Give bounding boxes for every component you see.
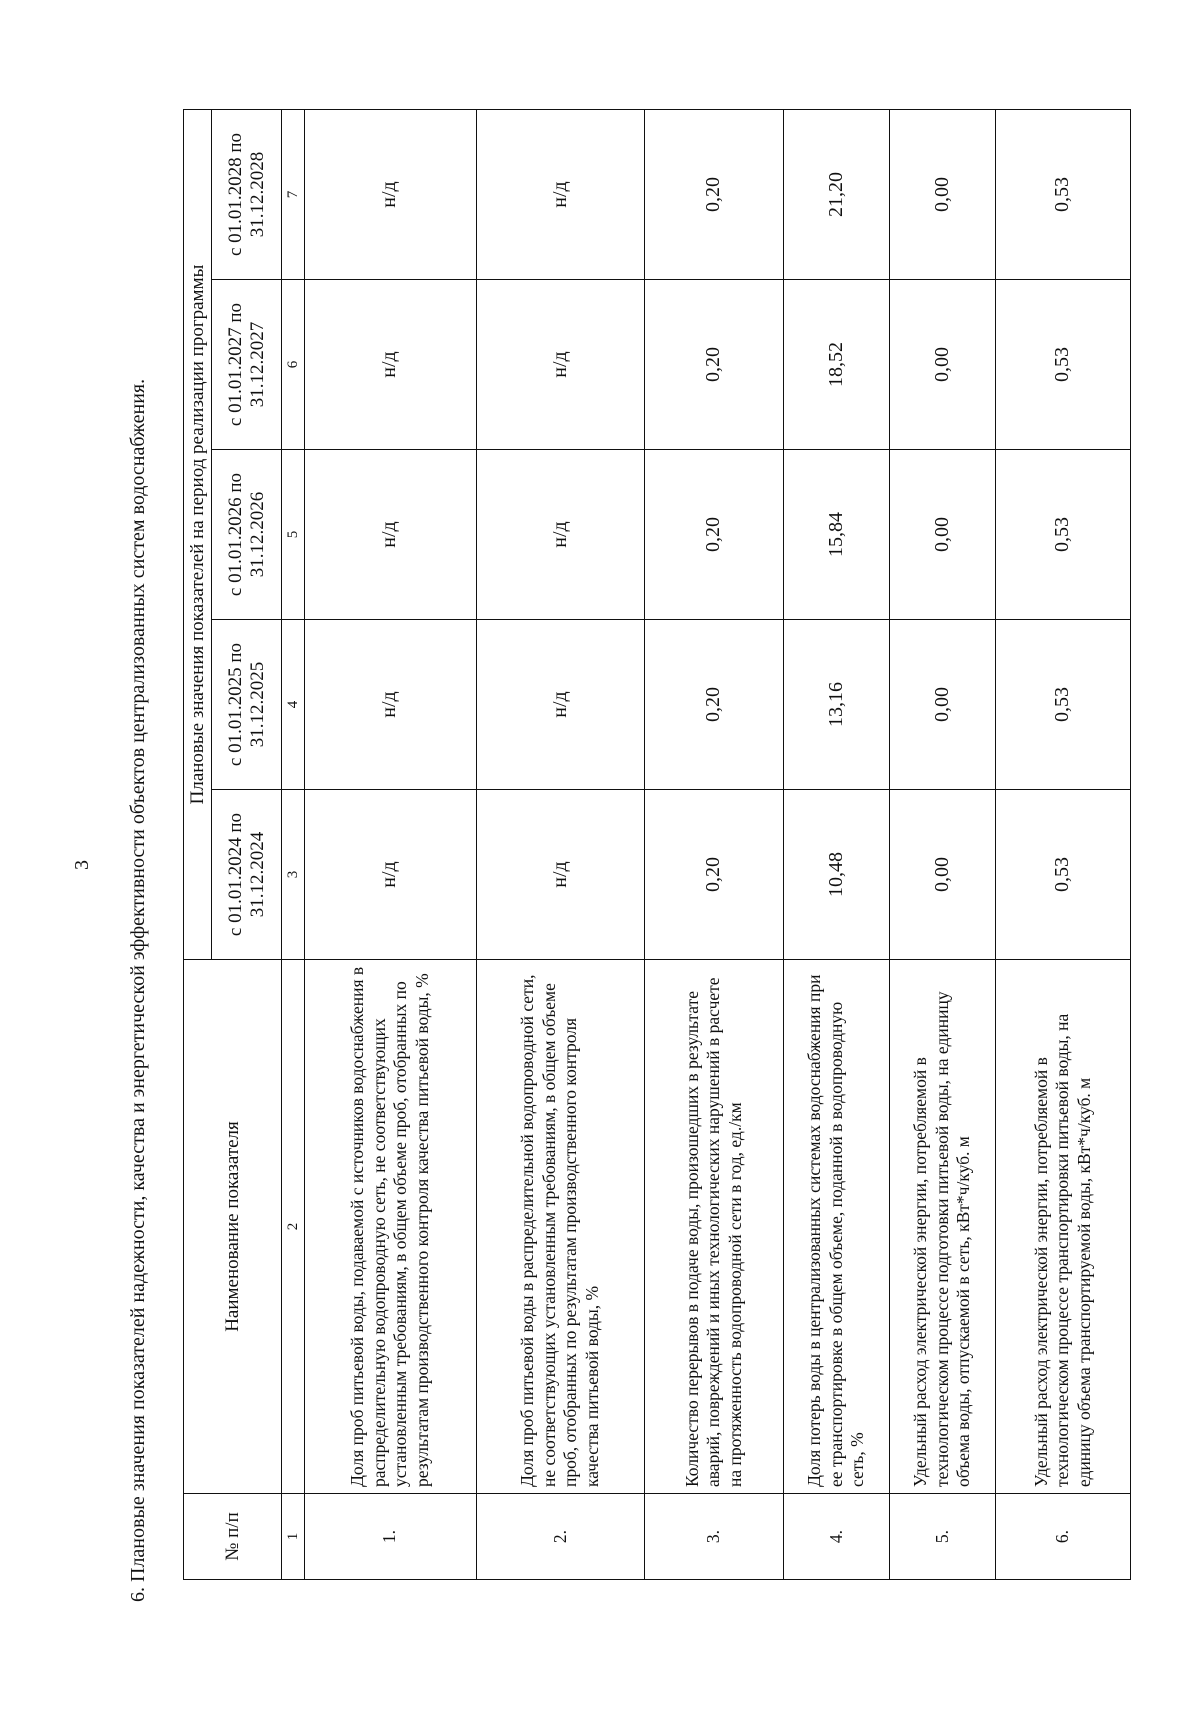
indicator-value: н/д [476,109,644,279]
row-number: 5. [889,1494,995,1580]
indicator-value: 0,00 [889,790,995,960]
indicator-value: 0,53 [995,109,1130,279]
indicator-value: 0,00 [889,280,995,450]
indicator-value: н/д [304,450,476,620]
header-period: с 01.01.2028 по 31.12.2028 [212,109,282,279]
indicator-value: н/д [304,280,476,450]
section-heading: 6. Плановые значения показателей надежности, качества и энергетической эффективности объектов централизованных систем водоснабжения. [127,378,149,1602]
indicator-value: н/д [476,620,644,790]
indicator-value: 13,16 [783,620,889,790]
header-group: Плановые значения показателей на период реализации программы [184,109,212,959]
indicator-value: н/д [476,450,644,620]
header-period: с 01.01.2026 по 31.12.2026 [212,450,282,620]
indicator-name: Количество перерывов в подаче воды, произошедших в результате аварий, повреждений и иных технологических нарушений в расчете на протяженность водопроводной сети в год, ед./км [644,960,783,1494]
indicator-value: 0,53 [995,450,1130,620]
row-number: 3. [644,1494,783,1580]
column-number: 4 [282,620,305,790]
indicator-value: 0,20 [644,620,783,790]
column-number: 7 [282,109,305,279]
indicator-value: 0,53 [995,620,1130,790]
table-row [304,109,476,1579]
indicator-value: 15,84 [783,450,889,620]
column-number: 1 [282,1494,305,1580]
indicator-value: 0,00 [889,620,995,790]
indicator-value: 10,48 [783,790,889,960]
indicator-value: 0,20 [644,790,783,960]
indicator-value: 18,52 [783,280,889,450]
header-period: с 01.01.2024 по 31.12.2024 [212,790,282,960]
indicator-value: 0,20 [644,450,783,620]
column-number: 5 [282,450,305,620]
indicator-name: Удельный расход электрической энергии, потребляемой в технологическом процессе транспортировки питьевой воды, на единицу объема транспортируемой воды, кВт*ч/куб. м [995,960,1130,1494]
table-row [644,109,783,1579]
row-number: 1. [304,1494,476,1580]
column-number-row [282,109,305,1579]
row-number: 6. [995,1494,1130,1580]
indicators-table-container [183,110,1131,1580]
row-number: 4. [783,1494,889,1580]
indicator-value: н/д [304,109,476,279]
indicator-value: 0,00 [889,450,995,620]
indicator-name: Удельный расход электрической энергии, потребляемой в технологическом процессе подготовки питьевой воды, на единицу объема воды, отпускаемой в сеть, кВт*ч/куб. м [889,960,995,1494]
indicator-name: Доля проб питьевой воды в распределительной водопроводной сети, не соответствующих установленным требованиям, в общем объеме проб, отобранных по результатам производственного контроля качества питьевой воды, % [476,960,644,1494]
header-period: с 01.01.2027 по 31.12.2027 [212,280,282,450]
header-num: № п/п [184,1494,282,1580]
indicator-value: 0,53 [995,280,1130,450]
indicator-value: 0,20 [644,280,783,450]
table-row [889,109,995,1579]
indicator-value: 0,00 [889,109,995,279]
indicator-value: 21,20 [783,109,889,279]
row-number: 2. [476,1494,644,1580]
column-number: 2 [282,960,305,1494]
indicator-value: н/д [476,280,644,450]
page-number: 3 [71,860,93,870]
indicator-name: Доля проб питьевой воды, подаваемой с источников водоснабжения в распределительную водопроводную сеть, не соответствующих установленным требованиям, в общем объеме проб, отобранных по результатам производственного контроля качества питьевой воды, % [304,960,476,1494]
table-row [995,109,1130,1579]
header-period: с 01.01.2025 по 31.12.2025 [212,620,282,790]
indicator-value: н/д [304,790,476,960]
table-row [476,109,644,1579]
header-name: Наименование показателя [184,960,282,1494]
indicator-name: Доля потерь воды в централизованных системах водоснабжения при ее транспортировке в общем объеме, поданной в водопроводную сеть, % [783,960,889,1494]
indicators-table [183,109,1131,1580]
indicator-value: н/д [304,620,476,790]
column-number: 3 [282,790,305,960]
table-row [783,109,889,1579]
column-number: 6 [282,280,305,450]
indicator-value: 0,20 [644,109,783,279]
indicator-value: н/д [476,790,644,960]
indicator-value: 0,53 [995,790,1130,960]
